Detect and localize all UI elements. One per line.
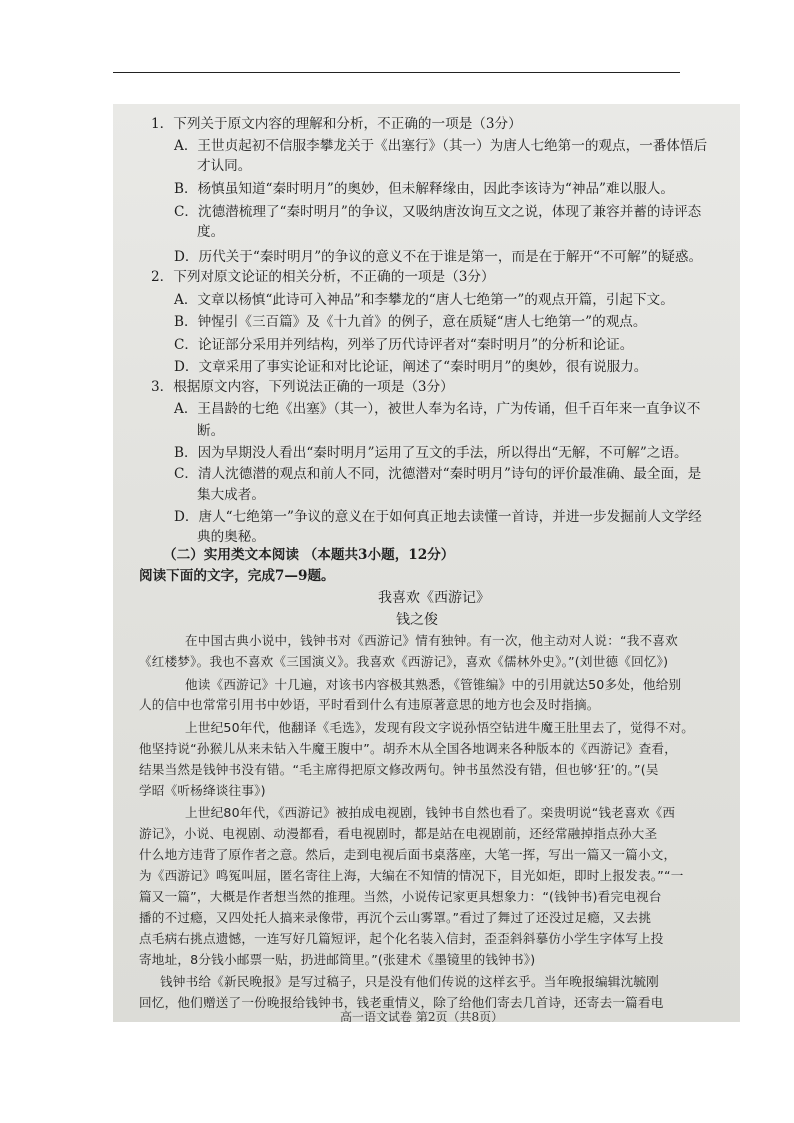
article-line: 学昭《听杨绛谈往事》) [139, 783, 266, 798]
scanned-page [113, 104, 740, 1022]
question-3-option-a-line1: A．王昌龄的七绝《出塞》（其一），被世人奉为名诗，广为传诵，但千百年来一直争议不 [174, 401, 701, 417]
article-title: 我喜欢《西游记》 [378, 590, 490, 606]
page-footer: 高一语文试卷 第2页（共8页） [340, 1010, 504, 1022]
article-line: 《红楼梦》。我也不喜欢《三国演义》。我喜欢《西游记》，喜欢《儒林外史》。”(刘世德《回忆》) [139, 654, 669, 669]
question-1-option-d: D．历代关于“秦时明月”的争议的意义不在于谁是第一，而是在于解开“不可解”的疑惑。 [174, 249, 703, 265]
question-1-option-c-line2: 度。 [197, 224, 225, 240]
question-3-option-a-line2: 断。 [197, 423, 225, 439]
article-line: 点毛病右挑点遗憾，一连写好几篇短评，起个化名装入信封，歪歪斜斜摹仿小学生字体写上投 [139, 931, 664, 946]
top-rule [113, 72, 680, 73]
question-1-option-c-line1: C．沈德潜梳理了“秦时明月”的争议，又吸纳唐汝询互文之说，体现了兼容并蓄的诗评态 [174, 204, 702, 220]
article-line: 他读《西游记》十几遍，对该书内容极其熟悉，《管锥编》中的引用就达50多处，他给别 [185, 677, 682, 692]
question-1-option-a-line2: 才认同。 [197, 158, 252, 174]
question-1-stem: 1．下列关于原文内容的理解和分析，不正确的一项是（3分） [151, 116, 522, 132]
question-2-option-a: A．文章以杨慎“此诗可入神品”和李攀龙的“唐人七绝第一”的观点开篇，引起下文。 [174, 292, 674, 308]
article-line: 上世纪80年代，《西游记》被拍成电视剧，钱钟书自然也看了。栾贵明说“钱老喜欢《西 [185, 805, 676, 820]
article-line: 播的不过瘾，又四处托人搞来录像带，再沉个云山雾罩。”看过了舞过了还没过足瘾，又去挑 [139, 910, 652, 925]
question-2-stem: 2．下列对原文论证的相关分析，不正确的一项是（3分） [151, 269, 495, 285]
article-line: 什么地方违背了原作者之意。然后，走到电视后面书桌落座，大笔一挥，写出一篇又一篇小文， [139, 847, 677, 862]
question-3-option-d-line1: D．唐人“七绝第一”争议的意义在于如何真正地去读懂一首诗，并进一步发掘前人文学经 [174, 509, 702, 525]
question-3-option-c-line2: 集大成者。 [197, 487, 265, 503]
question-3-option-c-line1: C．清人沈德潜的观点和前人不同，沈德潜对“秦时明月”诗句的评价最准确、最全面，是 [174, 466, 702, 482]
article-line: 篇又一篇”，大概是作者想当然的推理。当然，小说传记家更具想象力：“(钱钟书)看完电视台 [139, 889, 662, 904]
article-line: 在中国古典小说中，钱钟书对《西游记》情有独钟。有一次，他主动对人说：“我不喜欢 [185, 633, 678, 648]
article-line: 寄地址，8分钱小邮票一贴，扔进邮筒里。”(张建术《墨镜里的钱钟书》) [139, 952, 536, 967]
question-3-option-b: B．因为早期没人看出“秦时明月”运用了互文的手法，所以得出“无解，不可解”之语。 [174, 445, 688, 461]
article-line: 为《西游记》鸣冤叫屈，匿名寄往上海，大编在不知情的情况下，目光如炬，即时上报发表。”“一 [139, 868, 684, 883]
question-1-option-a-line1: A．王世贞起初不信服李攀龙关于《出塞行》（其一）为唐人七绝第一的观点，一番体悟后 [174, 138, 708, 154]
article-line: 钱钟书给《新民晚报》是写过稿子，只是没有他们传说的这样玄乎。当年晚报编辑沈毓刚 [160, 974, 659, 989]
question-2-option-c: C．论证部分采用并列结构，列举了历代诗评者对“秦时明月”的分析和论证。 [174, 337, 634, 353]
section-heading: （二）实用类文本阅读 （本题共3小题，12分） [163, 547, 455, 563]
question-1-option-b: B．杨慎虽知道“秦时明月”的奥妙，但未解释缘由，因此李该诗为“神品”难以服人。 [174, 181, 674, 197]
article-line: 人的信中也常常引用书中妙语，平时看到什么有违原著意思的地方也会及时指摘。 [139, 697, 600, 712]
question-3-option-d-line2: 典的奥秘。 [197, 529, 265, 545]
question-2-option-b: B．钟惺引《三百篇》及《十九首》的例子，意在质疑“唐人七绝第一”的观点。 [174, 314, 647, 330]
article-line: 他坚持说“孙猴儿从来未钻入牛魔王腹中”。胡乔木从全国各地调来各种版本的《西游记》查看， [139, 741, 677, 756]
question-2-option-d: D．文章采用了事实论证和对比论证，阐述了“秦时明月”的奥妙，很有说服力。 [174, 359, 648, 375]
article-author: 钱之俊 [396, 612, 438, 628]
article-line: 游记》，小说、电视剧、动漫都看，看电视剧时，都是站在电视剧前，还经常融掉指点孙大圣 [139, 826, 658, 841]
article-line: 结果当然是钱钟书没有错。“毛主席得把原文修改两句。钟书虽然没有错，但也够‘狂’的。”(吴 [139, 762, 659, 777]
section-instruction: 阅读下面的文字，完成7—9题。 [139, 568, 335, 584]
article-line: 回忆，他们赠送了一份晚报给钱钟书，钱老重情义，除了给他们寄去几首诗，还寄去一篇看电 [139, 995, 664, 1010]
article-line: 上世纪50年代，他翻译《毛选》，发现有段文字说孙悟空钻进牛魔王肚里去了，觉得不对。 [185, 720, 695, 735]
question-3-stem: 3．根据原文内容，下列说法正确的一项是（3分） [151, 379, 454, 395]
